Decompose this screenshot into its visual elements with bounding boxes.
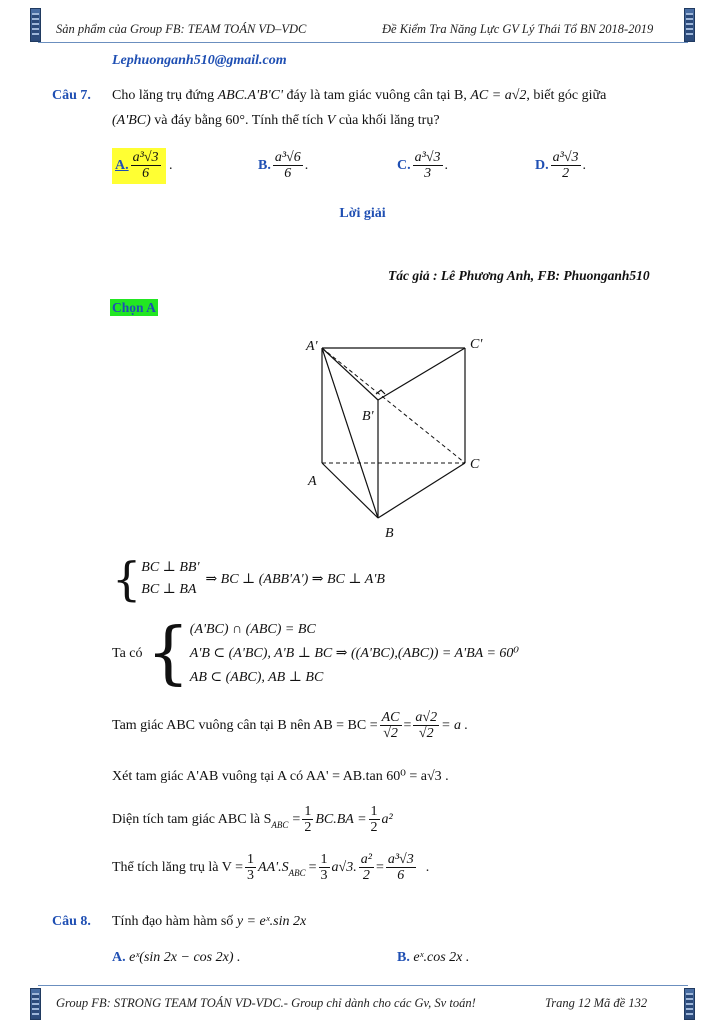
area-half-num: 1: [304, 804, 312, 819]
option-c[interactable]: C. $\frac{\text{a³√3}}{3}$ .: [397, 150, 449, 182]
area-subscript: ABC: [271, 819, 289, 830]
system-2-intro: Ta có: [112, 646, 143, 661]
edge-b-c: [378, 463, 465, 518]
option-d[interactable]: D. $\frac{\text{a³√3}}{2}$ .: [535, 150, 587, 182]
label-b1: B': [362, 409, 374, 424]
q8-option-a[interactable]: [112, 950, 241, 966]
chosen-answer: [110, 300, 158, 316]
option-b-numerator: a³√6: [274, 150, 301, 165]
volume-a-root3: a√3.: [331, 859, 357, 875]
footer-left-ornament: [30, 988, 41, 1020]
q7-volume-symbol: V: [326, 113, 336, 128]
label-c1: C': [470, 337, 483, 352]
option-d-denominator: 2: [562, 166, 570, 182]
frac-ac-num: AC: [381, 710, 400, 725]
question-7-line2: [112, 113, 440, 129]
q8-option-b-value: eˣ.cos 2x .: [413, 950, 470, 965]
area-result: a²: [381, 811, 393, 827]
q7-ac-equation: AC = a√2: [470, 88, 527, 103]
footer-page-number: Trang 12 Mã đề 132: [545, 996, 648, 1010]
system-1: { BC ⊥ BB' BC ⊥ BA ⇒ BC ⊥ (ABB'A') ⇒ BC ⊥ A'B: [112, 552, 385, 606]
q8-option-a-label: A.: [112, 950, 126, 965]
label-a: A: [308, 474, 317, 489]
isosceles-result: = a .: [441, 717, 469, 733]
question-7-line1: [112, 88, 674, 104]
option-b-denominator: 6: [284, 166, 292, 182]
area-mid: BC.BA =: [315, 811, 367, 827]
q7-text-c: , biết góc giữa: [526, 88, 607, 103]
option-c-label: C.: [397, 157, 411, 173]
option-a-denominator: 6: [142, 166, 150, 182]
prism-figure: [300, 330, 500, 550]
system-2-line-1: (A'BC) ∩ (ABC) = BC: [189, 622, 316, 637]
q8-option-b[interactable]: [397, 950, 469, 966]
footer-right-ornament: [684, 988, 695, 1020]
header-rule: [38, 42, 688, 43]
question-7-label: Câu 7.: [52, 88, 91, 103]
q7-plane: (A'BC): [112, 113, 151, 128]
volume-third2-num: 1: [320, 852, 328, 867]
area-half2-num: 1: [370, 804, 378, 819]
author-email: Lephuonganh510@gmail.com: [112, 53, 287, 68]
option-d-label: D.: [535, 157, 549, 173]
footer-rule: [38, 985, 688, 986]
frac-a-root2-den: √2: [418, 726, 434, 742]
header-right-ornament: [684, 8, 695, 42]
volume-subscript: ABC: [288, 867, 306, 878]
volume-third2-den: 3: [320, 868, 328, 884]
option-c-numerator: a³√3: [414, 150, 441, 165]
option-a[interactable]: A. $\frac{\text{a³√3}}{6}$ .: [112, 148, 173, 184]
volume-result-num: a³√3: [387, 852, 414, 867]
label-a1: A': [306, 339, 318, 354]
q7-prism: ABC.A'B'C': [217, 88, 283, 103]
edge-a-b: [322, 463, 378, 518]
volume-result-den: 6: [397, 868, 405, 884]
volume-product: AA'.S: [258, 859, 289, 875]
isosceles-text: Tam giác ABC vuông cân tại B nên AB = BC =: [112, 717, 378, 733]
system-1-line-1: BC ⊥ BB': [141, 560, 200, 575]
system-2: Ta có { (A'BC) ∩ (ABC) = BC A'B ⊂ (A'BC), A'B ⊥ BC ⇒ ((A'BC),(ABC)) = A'BA = 60⁰ AB ⊂ (ABC), AB ⊥ BC: [112, 614, 519, 693]
header-left-ornament: [30, 8, 41, 42]
system-2-line-2: A'B ⊂ (A'BC), A'B ⊥ BC ⇒ ((A'BC),(ABC)) = A'BA = 60⁰: [189, 646, 519, 661]
edge-a1-c-hidden: [322, 348, 465, 463]
volume-end: .: [425, 859, 430, 875]
area-eq: =: [292, 811, 301, 827]
solution-height-line: Xét tam giác A'AB vuông tại A có AA' = AB.tan 60⁰ = a√3 .: [112, 769, 449, 784]
system-1-result: ⇒ BC ⊥ (ABB'A') ⇒ BC ⊥ A'B: [205, 571, 385, 587]
q8-option-a-value: eˣ(sin 2x − cos 2x) .: [129, 950, 241, 965]
area-half-den: 2: [304, 820, 312, 836]
system-1-line-2: BC ⊥ BA: [141, 582, 197, 597]
frac-ac-den: √2: [383, 726, 398, 742]
edge-b1-c1: [378, 348, 465, 400]
volume-third-den: 3: [247, 868, 255, 884]
solution-author: Tác giả : Lê Phương Anh, FB: Phuonganh510: [388, 268, 650, 283]
q8-text: Tính đạo hàm hàm số: [112, 914, 234, 929]
option-a-label: A.: [115, 157, 129, 173]
system-2-line-3: AB ⊂ (ABC), AB ⊥ BC: [189, 670, 324, 685]
frac-a-root2-num: a√2: [415, 710, 438, 725]
q7-text-a: Cho lăng trụ đứng: [112, 88, 215, 103]
question-8-text: [112, 914, 306, 930]
solution-isosceles-line: Tam giác ABC vuông cân tại B nên AB = BC = $\frac{AC}{√2}$ = $\frac{a√2}{√2}$ = a .: [112, 710, 469, 742]
label-c: C: [470, 457, 480, 472]
q8-function: y = eˣ.sin 2x: [236, 914, 307, 929]
option-b[interactable]: B. $\frac{\text{a³√6}}{6}$ .: [258, 150, 309, 182]
label-b: B: [385, 526, 394, 541]
volume-third-num: 1: [247, 852, 255, 867]
header-left-text: Sản phẩm của Group FB: TEAM TOÁN VD–VDC: [56, 22, 307, 36]
solution-area-line: [112, 804, 393, 836]
area-half2-den: 2: [370, 820, 378, 836]
q8-option-b-label: B.: [397, 950, 410, 965]
volume-a2-num: a²: [360, 852, 372, 867]
q7-text-d: và đáy bằng 60°. Tính thể tích: [154, 113, 324, 128]
option-c-denominator: 3: [424, 166, 432, 182]
option-a-numerator: a³√3: [132, 150, 159, 165]
solution-title: Lời giải: [339, 206, 386, 221]
area-text: Diện tích tam giác ABC là S: [112, 811, 272, 827]
q7-text-b: đáy là tam giác vuông cân tại B,: [286, 88, 467, 103]
q7-text-e: của khối lăng trụ?: [338, 113, 440, 128]
solution-volume-line: Thể tích lăng trụ là V = $\frac{1}{3}$ AA'.S $_{ABC}$ = $\frac{1}{3}$ a√3. $\frac{\text{a²}}{2}$ = $\frac{\text{a³√3}}{6}$ .: [112, 852, 430, 884]
volume-eq: =: [308, 859, 317, 875]
question-8-label: Câu 8.: [52, 914, 91, 929]
header-right-text: Đề Kiểm Tra Năng Lực GV Lý Thái Tổ BN 2018-2019: [382, 22, 654, 36]
volume-text: Thể tích lăng trụ là V =: [112, 859, 244, 875]
option-d-numerator: a³√3: [552, 150, 579, 165]
option-b-label: B.: [258, 157, 271, 173]
chosen-answer-badge: Chọn A: [112, 300, 156, 315]
volume-a2-den: 2: [362, 868, 370, 884]
footer-left-text: Group FB: STRONG TEAM TOÁN VD-VDC.- Group chỉ dành cho các Gv, Sv toán!: [56, 996, 476, 1010]
